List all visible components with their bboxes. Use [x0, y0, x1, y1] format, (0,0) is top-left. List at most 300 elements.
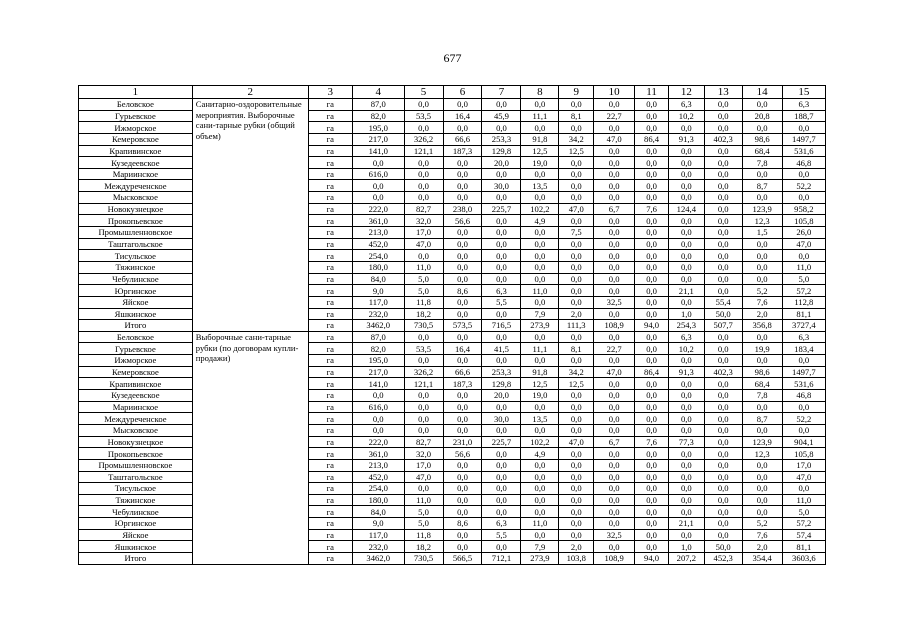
value-cell: 47,0 — [594, 133, 635, 145]
value-cell: 3603,6 — [782, 552, 825, 564]
value-cell: 0,0 — [443, 157, 482, 169]
value-cell: 34,2 — [559, 133, 594, 145]
value-cell: 98,6 — [742, 366, 782, 378]
value-cell: 573,5 — [443, 320, 482, 332]
value-cell: 0,0 — [635, 215, 669, 227]
value-cell: 0,0 — [635, 483, 669, 495]
value-cell: 17,0 — [404, 227, 443, 239]
value-cell: 3462,0 — [352, 552, 404, 564]
value-cell: 0,0 — [594, 261, 635, 273]
value-cell: 108,9 — [594, 552, 635, 564]
value-cell: 0,0 — [521, 471, 559, 483]
table-row — [79, 122, 826, 134]
value-cell: 55,4 — [704, 296, 742, 308]
value-cell: 217,0 — [352, 133, 404, 145]
table-row — [79, 157, 826, 169]
value-cell: 57,2 — [782, 518, 825, 530]
table-row — [79, 494, 826, 506]
value-cell: 0,0 — [704, 471, 742, 483]
value-cell: 4,9 — [521, 215, 559, 227]
value-cell: 0,0 — [404, 401, 443, 413]
value-cell: 91,3 — [668, 366, 704, 378]
value-cell: 117,0 — [352, 296, 404, 308]
value-cell: 0,0 — [594, 273, 635, 285]
value-cell: 0,0 — [482, 459, 521, 471]
value-cell: 0,0 — [352, 424, 404, 436]
value-cell: 0,0 — [521, 331, 559, 343]
value-cell: 0,0 — [635, 238, 669, 250]
value-cell: 53,5 — [404, 110, 443, 122]
value-cell: 0,0 — [635, 343, 669, 355]
value-cell: 361,0 — [352, 448, 404, 460]
value-cell: 11,0 — [404, 494, 443, 506]
region-cell: Гурьевское — [79, 343, 193, 355]
value-cell: 0,0 — [704, 145, 742, 157]
unit-cell: га — [308, 180, 352, 192]
unit-cell: га — [308, 192, 352, 204]
unit-cell: га — [308, 529, 352, 541]
value-cell: 121,1 — [404, 145, 443, 157]
value-cell: 5,0 — [404, 506, 443, 518]
value-cell: 0,0 — [443, 122, 482, 134]
value-cell: 11,8 — [404, 529, 443, 541]
value-cell: 30,0 — [482, 413, 521, 425]
value-cell: 0,0 — [635, 110, 669, 122]
category-cell: Выборочные сани-тарные рубки (по договорам купли-продажи) — [192, 331, 308, 564]
value-cell: 32,5 — [594, 529, 635, 541]
value-cell: 6,3 — [668, 99, 704, 111]
value-cell: 0,0 — [668, 448, 704, 460]
column-header: 5 — [404, 86, 443, 99]
value-cell: 0,0 — [742, 331, 782, 343]
value-cell: 0,0 — [668, 215, 704, 227]
value-cell: 0,0 — [635, 355, 669, 367]
value-cell: 0,0 — [559, 494, 594, 506]
column-header: 14 — [742, 86, 782, 99]
value-cell: 0,0 — [559, 355, 594, 367]
value-cell: 0,0 — [704, 436, 742, 448]
value-cell: 6,3 — [668, 331, 704, 343]
value-cell: 8,6 — [443, 518, 482, 530]
value-cell: 0,0 — [594, 459, 635, 471]
value-cell: 0,0 — [482, 494, 521, 506]
value-cell: 7,8 — [742, 157, 782, 169]
table-row — [79, 168, 826, 180]
column-header: 6 — [443, 86, 482, 99]
value-cell: 0,0 — [668, 378, 704, 390]
value-cell: 0,0 — [704, 483, 742, 495]
table-row — [79, 145, 826, 157]
value-cell: 12,3 — [742, 215, 782, 227]
value-cell: 0,0 — [482, 238, 521, 250]
table-row — [79, 518, 826, 530]
unit-cell: га — [308, 250, 352, 262]
value-cell: 86,4 — [635, 133, 669, 145]
value-cell: 0,0 — [443, 250, 482, 262]
value-cell: 273,9 — [521, 320, 559, 332]
value-cell: 12,5 — [521, 145, 559, 157]
value-cell: 0,0 — [742, 238, 782, 250]
unit-cell: га — [308, 227, 352, 239]
value-cell: 716,5 — [482, 320, 521, 332]
region-cell: Таштагольское — [79, 471, 193, 483]
value-cell: 0,0 — [594, 483, 635, 495]
region-cell: Крапивинское — [79, 145, 193, 157]
value-cell: 87,0 — [352, 331, 404, 343]
value-cell: 254,0 — [352, 250, 404, 262]
value-cell: 0,0 — [404, 122, 443, 134]
value-cell: 0,0 — [635, 99, 669, 111]
region-cell: Яйское — [79, 296, 193, 308]
value-cell: 0,0 — [742, 471, 782, 483]
value-cell: 82,7 — [404, 436, 443, 448]
region-cell: Междуреченское — [79, 413, 193, 425]
unit-cell: га — [308, 168, 352, 180]
value-cell: 108,9 — [594, 320, 635, 332]
column-header: 7 — [482, 86, 521, 99]
value-cell: 0,0 — [559, 122, 594, 134]
value-cell: 13,5 — [521, 180, 559, 192]
value-cell: 112,8 — [782, 296, 825, 308]
value-cell: 0,0 — [559, 448, 594, 460]
table-row — [79, 343, 826, 355]
value-cell: 32,5 — [594, 296, 635, 308]
value-cell: 616,0 — [352, 401, 404, 413]
unit-cell: га — [308, 215, 352, 227]
value-cell: 0,0 — [594, 157, 635, 169]
value-cell: 0,0 — [443, 506, 482, 518]
table-row — [79, 192, 826, 204]
value-cell: 0,0 — [404, 424, 443, 436]
table-row — [79, 459, 826, 471]
unit-cell: га — [308, 122, 352, 134]
header-row — [79, 86, 826, 99]
value-cell: 0,0 — [668, 459, 704, 471]
value-cell: 0,0 — [559, 296, 594, 308]
region-cell: Тяжинское — [79, 261, 193, 273]
value-cell: 0,0 — [559, 459, 594, 471]
value-cell: 0,0 — [594, 413, 635, 425]
value-cell: 207,2 — [668, 552, 704, 564]
value-cell: 0,0 — [482, 99, 521, 111]
unit-cell: га — [308, 285, 352, 297]
value-cell: 0,0 — [635, 518, 669, 530]
value-cell: 0,0 — [668, 145, 704, 157]
value-cell: 47,0 — [782, 471, 825, 483]
value-cell: 0,0 — [635, 145, 669, 157]
table-row — [79, 296, 826, 308]
value-cell: 0,0 — [482, 541, 521, 553]
table-row — [79, 285, 826, 297]
value-cell: 0,0 — [594, 448, 635, 460]
value-cell: 102,2 — [521, 436, 559, 448]
value-cell: 452,0 — [352, 238, 404, 250]
value-cell: 0,0 — [704, 168, 742, 180]
value-cell: 129,8 — [482, 145, 521, 157]
value-cell: 254,3 — [668, 320, 704, 332]
value-cell: 4,9 — [521, 448, 559, 460]
value-cell: 66,6 — [443, 366, 482, 378]
value-cell: 0,0 — [668, 401, 704, 413]
region-cell: Кемеровское — [79, 366, 193, 378]
table-row — [79, 331, 826, 343]
value-cell: 0,0 — [594, 541, 635, 553]
value-cell: 0,0 — [704, 529, 742, 541]
value-cell: 22,7 — [594, 110, 635, 122]
value-cell: 0,0 — [668, 180, 704, 192]
value-cell: 6,7 — [594, 436, 635, 448]
value-cell: 0,0 — [443, 529, 482, 541]
value-cell: 0,0 — [742, 424, 782, 436]
value-cell: 0,0 — [782, 192, 825, 204]
table-row — [79, 308, 826, 320]
value-cell: 121,1 — [404, 378, 443, 390]
value-cell: 5,5 — [482, 529, 521, 541]
table-row — [79, 378, 826, 390]
unit-cell: га — [308, 296, 352, 308]
value-cell: 84,0 — [352, 506, 404, 518]
value-cell: 0,0 — [635, 506, 669, 518]
value-cell: 0,0 — [594, 145, 635, 157]
value-cell: 0,0 — [635, 122, 669, 134]
value-cell: 195,0 — [352, 355, 404, 367]
value-cell: 57,4 — [782, 529, 825, 541]
value-cell: 86,4 — [635, 366, 669, 378]
value-cell: 0,0 — [668, 122, 704, 134]
value-cell: 0,0 — [443, 483, 482, 495]
value-cell: 0,0 — [443, 331, 482, 343]
value-cell: 0,0 — [559, 238, 594, 250]
value-cell: 231,0 — [443, 436, 482, 448]
value-cell: 0,0 — [482, 448, 521, 460]
value-cell: 12,5 — [559, 145, 594, 157]
value-cell: 0,0 — [443, 192, 482, 204]
unit-cell: га — [308, 355, 352, 367]
value-cell: 50,0 — [704, 308, 742, 320]
value-cell: 0,0 — [742, 261, 782, 273]
unit-cell: га — [308, 145, 352, 157]
value-cell: 187,3 — [443, 378, 482, 390]
value-cell: 0,0 — [742, 401, 782, 413]
value-cell: 2,0 — [742, 541, 782, 553]
unit-cell: га — [308, 366, 352, 378]
value-cell: 0,0 — [482, 273, 521, 285]
value-cell: 0,0 — [742, 99, 782, 111]
value-cell: 232,0 — [352, 541, 404, 553]
value-cell: 0,0 — [443, 459, 482, 471]
value-cell: 0,0 — [443, 99, 482, 111]
value-cell: 183,4 — [782, 343, 825, 355]
value-cell: 0,0 — [635, 541, 669, 553]
region-cell: Чебулинское — [79, 506, 193, 518]
value-cell: 0,0 — [404, 180, 443, 192]
value-cell: 56,6 — [443, 448, 482, 460]
region-cell: Кемеровское — [79, 133, 193, 145]
value-cell: 0,0 — [521, 401, 559, 413]
value-cell: 0,0 — [635, 285, 669, 297]
value-cell: 0,0 — [704, 343, 742, 355]
value-cell: 0,0 — [635, 273, 669, 285]
value-cell: 5,5 — [482, 296, 521, 308]
unit-cell: га — [308, 552, 352, 564]
value-cell: 0,0 — [594, 494, 635, 506]
value-cell: 0,0 — [594, 168, 635, 180]
value-cell: 0,0 — [704, 157, 742, 169]
table-row — [79, 227, 826, 239]
value-cell: 356,8 — [742, 320, 782, 332]
table-row — [79, 552, 826, 564]
region-cell: Беловское — [79, 99, 193, 111]
value-cell: 0,0 — [404, 413, 443, 425]
value-cell: 730,5 — [404, 552, 443, 564]
value-cell: 0,0 — [668, 168, 704, 180]
value-cell: 6,3 — [782, 331, 825, 343]
value-cell: 0,0 — [635, 157, 669, 169]
value-cell: 6,3 — [782, 99, 825, 111]
unit-cell: га — [308, 459, 352, 471]
value-cell: 17,0 — [404, 459, 443, 471]
region-cell: Кузедеевское — [79, 157, 193, 169]
value-cell: 66,6 — [443, 133, 482, 145]
value-cell: 0,0 — [594, 308, 635, 320]
region-cell: Таштагольское — [79, 238, 193, 250]
value-cell: 0,0 — [704, 99, 742, 111]
value-cell: 0,0 — [668, 192, 704, 204]
value-cell: 5,2 — [742, 285, 782, 297]
value-cell: 1497,7 — [782, 366, 825, 378]
column-header: 12 — [668, 86, 704, 99]
value-cell: 0,0 — [559, 285, 594, 297]
value-cell: 0,0 — [482, 424, 521, 436]
value-cell: 10,2 — [668, 343, 704, 355]
value-cell: 0,0 — [482, 471, 521, 483]
value-cell: 0,0 — [521, 250, 559, 262]
value-cell: 0,0 — [521, 99, 559, 111]
value-cell: 1,5 — [742, 227, 782, 239]
value-cell: 12,5 — [559, 378, 594, 390]
value-cell: 0,0 — [594, 401, 635, 413]
value-cell: 232,0 — [352, 308, 404, 320]
column-header: 9 — [559, 86, 594, 99]
value-cell: 68,4 — [742, 145, 782, 157]
value-cell: 7,6 — [742, 296, 782, 308]
table-row — [79, 436, 826, 448]
value-cell: 0,0 — [668, 273, 704, 285]
value-cell: 0,0 — [782, 250, 825, 262]
value-cell: 91,3 — [668, 133, 704, 145]
table-row — [79, 541, 826, 553]
value-cell: 26,0 — [782, 227, 825, 239]
value-cell: 0,0 — [635, 168, 669, 180]
value-cell: 402,3 — [704, 366, 742, 378]
value-cell: 91,8 — [521, 366, 559, 378]
value-cell: 0,0 — [635, 401, 669, 413]
value-cell: 0,0 — [704, 378, 742, 390]
value-cell: 222,0 — [352, 203, 404, 215]
region-cell: Итого — [79, 552, 193, 564]
value-cell: 0,0 — [742, 506, 782, 518]
value-cell: 0,0 — [635, 192, 669, 204]
region-cell: Новокузнецкое — [79, 203, 193, 215]
value-cell: 0,0 — [559, 331, 594, 343]
value-cell: 91,8 — [521, 133, 559, 145]
value-cell: 0,0 — [668, 157, 704, 169]
value-cell: 94,0 — [635, 552, 669, 564]
table-row — [79, 355, 826, 367]
value-cell: 19,9 — [742, 343, 782, 355]
value-cell: 0,0 — [352, 390, 404, 402]
region-cell: Юргинское — [79, 518, 193, 530]
value-cell: 6,3 — [482, 285, 521, 297]
value-cell: 0,0 — [594, 227, 635, 239]
value-cell: 0,0 — [668, 471, 704, 483]
value-cell: 0,0 — [559, 157, 594, 169]
value-cell: 0,0 — [404, 99, 443, 111]
value-cell: 21,1 — [668, 285, 704, 297]
unit-cell: га — [308, 436, 352, 448]
unit-cell: га — [308, 471, 352, 483]
value-cell: 11,0 — [521, 285, 559, 297]
value-cell: 0,0 — [404, 390, 443, 402]
region-cell: Тисульское — [79, 483, 193, 495]
page-number: 677 — [443, 51, 462, 65]
value-cell: 0,0 — [443, 401, 482, 413]
value-cell: 2,0 — [559, 541, 594, 553]
unit-cell: га — [308, 110, 352, 122]
value-cell: 47,0 — [559, 203, 594, 215]
value-cell: 0,0 — [482, 355, 521, 367]
value-cell: 11,1 — [521, 110, 559, 122]
value-cell: 47,0 — [782, 238, 825, 250]
region-cell: Яшкинское — [79, 308, 193, 320]
value-cell: 0,0 — [668, 390, 704, 402]
value-cell: 0,0 — [782, 168, 825, 180]
value-cell: 102,2 — [521, 203, 559, 215]
value-cell: 77,3 — [668, 436, 704, 448]
value-cell: 0,0 — [704, 331, 742, 343]
unit-cell: га — [308, 343, 352, 355]
value-cell: 0,0 — [594, 506, 635, 518]
table-row — [79, 203, 826, 215]
value-cell: 531,6 — [782, 145, 825, 157]
value-cell: 0,0 — [782, 424, 825, 436]
value-cell: 0,0 — [782, 401, 825, 413]
value-cell: 0,0 — [594, 378, 635, 390]
value-cell: 0,0 — [635, 390, 669, 402]
value-cell: 0,0 — [404, 250, 443, 262]
value-cell: 11,1 — [521, 343, 559, 355]
value-cell: 0,0 — [559, 192, 594, 204]
table-row — [79, 99, 826, 111]
value-cell: 5,0 — [782, 273, 825, 285]
value-cell: 0,0 — [521, 355, 559, 367]
value-cell: 46,8 — [782, 157, 825, 169]
value-cell: 1,0 — [668, 308, 704, 320]
value-cell: 0,0 — [521, 296, 559, 308]
value-cell: 225,7 — [482, 436, 521, 448]
value-cell: 0,0 — [559, 215, 594, 227]
value-cell: 0,0 — [559, 401, 594, 413]
value-cell: 0,0 — [704, 203, 742, 215]
value-cell: 0,0 — [352, 413, 404, 425]
value-cell: 0,0 — [404, 331, 443, 343]
value-cell: 3462,0 — [352, 320, 404, 332]
value-cell: 0,0 — [594, 390, 635, 402]
region-cell: Тисульское — [79, 250, 193, 262]
region-cell: Тяжинское — [79, 494, 193, 506]
value-cell: 0,0 — [635, 448, 669, 460]
value-cell: 0,0 — [635, 471, 669, 483]
